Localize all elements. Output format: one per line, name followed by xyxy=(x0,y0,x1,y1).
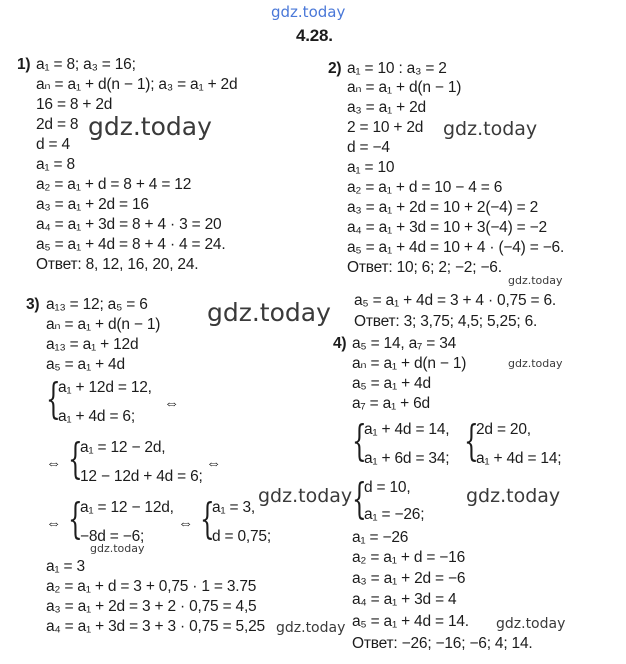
p1-number: 1) xyxy=(17,56,31,73)
watermark-small: gdz.today xyxy=(90,542,145,555)
p2-line: a₃ = a₁ + 2d = 10 + 2(−4) = 2 xyxy=(347,199,539,216)
p3-system-4: d = 0,75; xyxy=(212,528,271,545)
watermark-small: gdz.today xyxy=(276,620,346,636)
p2-line: 2 = 10 + 2d xyxy=(347,119,424,136)
p2-number: 2) xyxy=(328,60,342,77)
equiv-sign: ⇔ xyxy=(164,395,180,412)
equiv-sign: ⇔ xyxy=(206,455,222,472)
system-brace: { xyxy=(352,416,367,465)
p1-line: a₄ = a₁ + 3d = 8 + 4 · 3 = 20 xyxy=(36,216,222,233)
p4-line: a₃ = a₁ + 2d = −6 xyxy=(352,570,466,587)
p3-line: a₂ = a₁ + d = 3 + 0,75 · 1 = 3.75 xyxy=(46,578,257,595)
p1-line: a₁ = 8; a₃ = 16; xyxy=(36,56,136,73)
p3-system-3: a₁ = 12 − 12d, xyxy=(80,499,174,516)
p1-line: a₅ = a₁ + 4d = 8 + 4 · 4 = 24. xyxy=(36,236,226,253)
system-brace: { xyxy=(68,494,83,543)
p1-line: 16 = 8 + 2d xyxy=(36,96,113,113)
p3-line: a₃ = a₁ + 2d = 3 + 2 · 0,75 = 4,5 xyxy=(46,598,257,615)
p1-line: aₙ = a₁ + d(n − 1); a₃ = a₁ + 2d xyxy=(36,76,238,93)
p3-line: a₄ = a₁ + 3d = 3 + 3 · 0,75 = 5,25 xyxy=(46,618,265,635)
p4-line: a₁ = −26 xyxy=(352,529,409,546)
watermark: gdz.today xyxy=(258,485,353,507)
equiv-sign: ⇔ xyxy=(46,455,62,472)
p2-line: a₁ = 10 xyxy=(347,159,395,176)
p3-system-2: a₁ = 12 − 2d, xyxy=(80,439,166,456)
watermark-small: gdz.today xyxy=(508,357,563,370)
system-brace: { xyxy=(352,474,367,523)
p3-number: 3) xyxy=(26,296,40,313)
p3-line: a₅ = a₁ + 4d xyxy=(46,356,125,373)
p3-continuation: a₅ = a₁ + 4d = 3 + 4 · 0,75 = 6. xyxy=(354,292,556,309)
p1-line: d = 4 xyxy=(36,136,70,153)
p2-line: a₅ = a₁ + 4d = 10 + 4 · (−4) = −6. xyxy=(347,239,565,256)
watermark: gdz.today xyxy=(443,118,538,140)
p3-system-4: a₁ = 3, xyxy=(212,499,256,516)
p2-line: d = −4 xyxy=(347,139,390,156)
p2-line: aₙ = a₁ + d(n − 1) xyxy=(347,79,462,96)
p4-number: 4) xyxy=(333,335,347,352)
p4-system-1: a₁ + 4d = 14, xyxy=(364,421,450,438)
p3-line: a₁₃ = 12; a₅ = 6 xyxy=(46,296,148,313)
p3-system-3: −8d = −6; xyxy=(80,528,145,545)
p4-system-3: d = 10, xyxy=(364,479,411,496)
p1-line: a₂ = a₁ + d = 8 + 4 = 12 xyxy=(36,176,192,193)
watermark: gdz.today xyxy=(88,112,212,141)
p4-line: a₅ = a₁ + 4d xyxy=(352,375,431,392)
p4-answer: Ответ: −26; −16; −6; 4; 14. xyxy=(352,635,533,652)
watermark: gdz.today xyxy=(207,298,331,327)
p4-system-3: a₁ = −26; xyxy=(364,506,425,523)
p1-line: 2d = 8 xyxy=(36,116,79,133)
p2-line: a₄ = a₁ + 3d = 10 + 3(−4) = −2 xyxy=(347,219,547,236)
system-brace: { xyxy=(464,416,479,465)
p4-line: a₄ = a₁ + 3d = 4 xyxy=(352,591,457,608)
p3-line: a₁ = 3 xyxy=(46,558,85,575)
p4-line: a₂ = a₁ + d = −16 xyxy=(352,549,465,566)
p2-line: a₁ = 10 : a₃ = 2 xyxy=(347,60,447,77)
p1-line: a₃ = a₁ + 2d = 16 xyxy=(36,196,149,213)
watermark-small: gdz.today xyxy=(496,616,566,632)
p1-answer: Ответ: 8, 12, 16, 20, 24. xyxy=(36,256,199,273)
watermark-top: gdz.today xyxy=(271,3,346,21)
p3-system-2: 12 − 12d + 4d = 6; xyxy=(80,468,203,485)
equiv-sign: ⇔ xyxy=(178,515,194,532)
p4-system-2: a₁ + 4d = 14; xyxy=(476,450,562,467)
p3-answer: Ответ: 3; 3,75; 4,5; 5,25; 6. xyxy=(354,313,538,330)
p3-system-1: a₁ + 4d = 6; xyxy=(58,408,135,425)
system-brace: { xyxy=(46,374,61,423)
p3-system-1: a₁ + 12d = 12, xyxy=(58,379,152,396)
p3-line: aₙ = a₁ + d(n − 1) xyxy=(46,316,161,333)
p1-line: a₁ = 8 xyxy=(36,156,75,173)
p3-line: a₁₃ = a₁ + 12d xyxy=(46,336,139,353)
system-brace: { xyxy=(200,494,215,543)
p4-line: a₅ = 14, a₇ = 34 xyxy=(352,335,457,352)
p4-line: aₙ = a₁ + d(n − 1) xyxy=(352,355,467,372)
watermark: gdz.today xyxy=(466,485,561,507)
p2-line: a₂ = a₁ + d = 10 − 4 = 6 xyxy=(347,179,503,196)
equiv-sign: ⇔ xyxy=(46,515,62,532)
p4-line: a₅ = a₁ + 4d = 14. xyxy=(352,613,469,630)
system-brace: { xyxy=(68,434,83,483)
p2-answer: Ответ: 10; 6; 2; −2; −6. xyxy=(347,259,502,276)
p4-system-2: 2d = 20, xyxy=(476,421,531,438)
p2-line: a₃ = a₁ + 2d xyxy=(347,99,426,116)
watermark-small: gdz.today xyxy=(508,274,563,287)
exercise-number: 4.28. xyxy=(296,26,333,45)
p4-system-1: a₁ + 6d = 34; xyxy=(364,450,450,467)
p4-line: a₇ = a₁ + 6d xyxy=(352,395,430,412)
